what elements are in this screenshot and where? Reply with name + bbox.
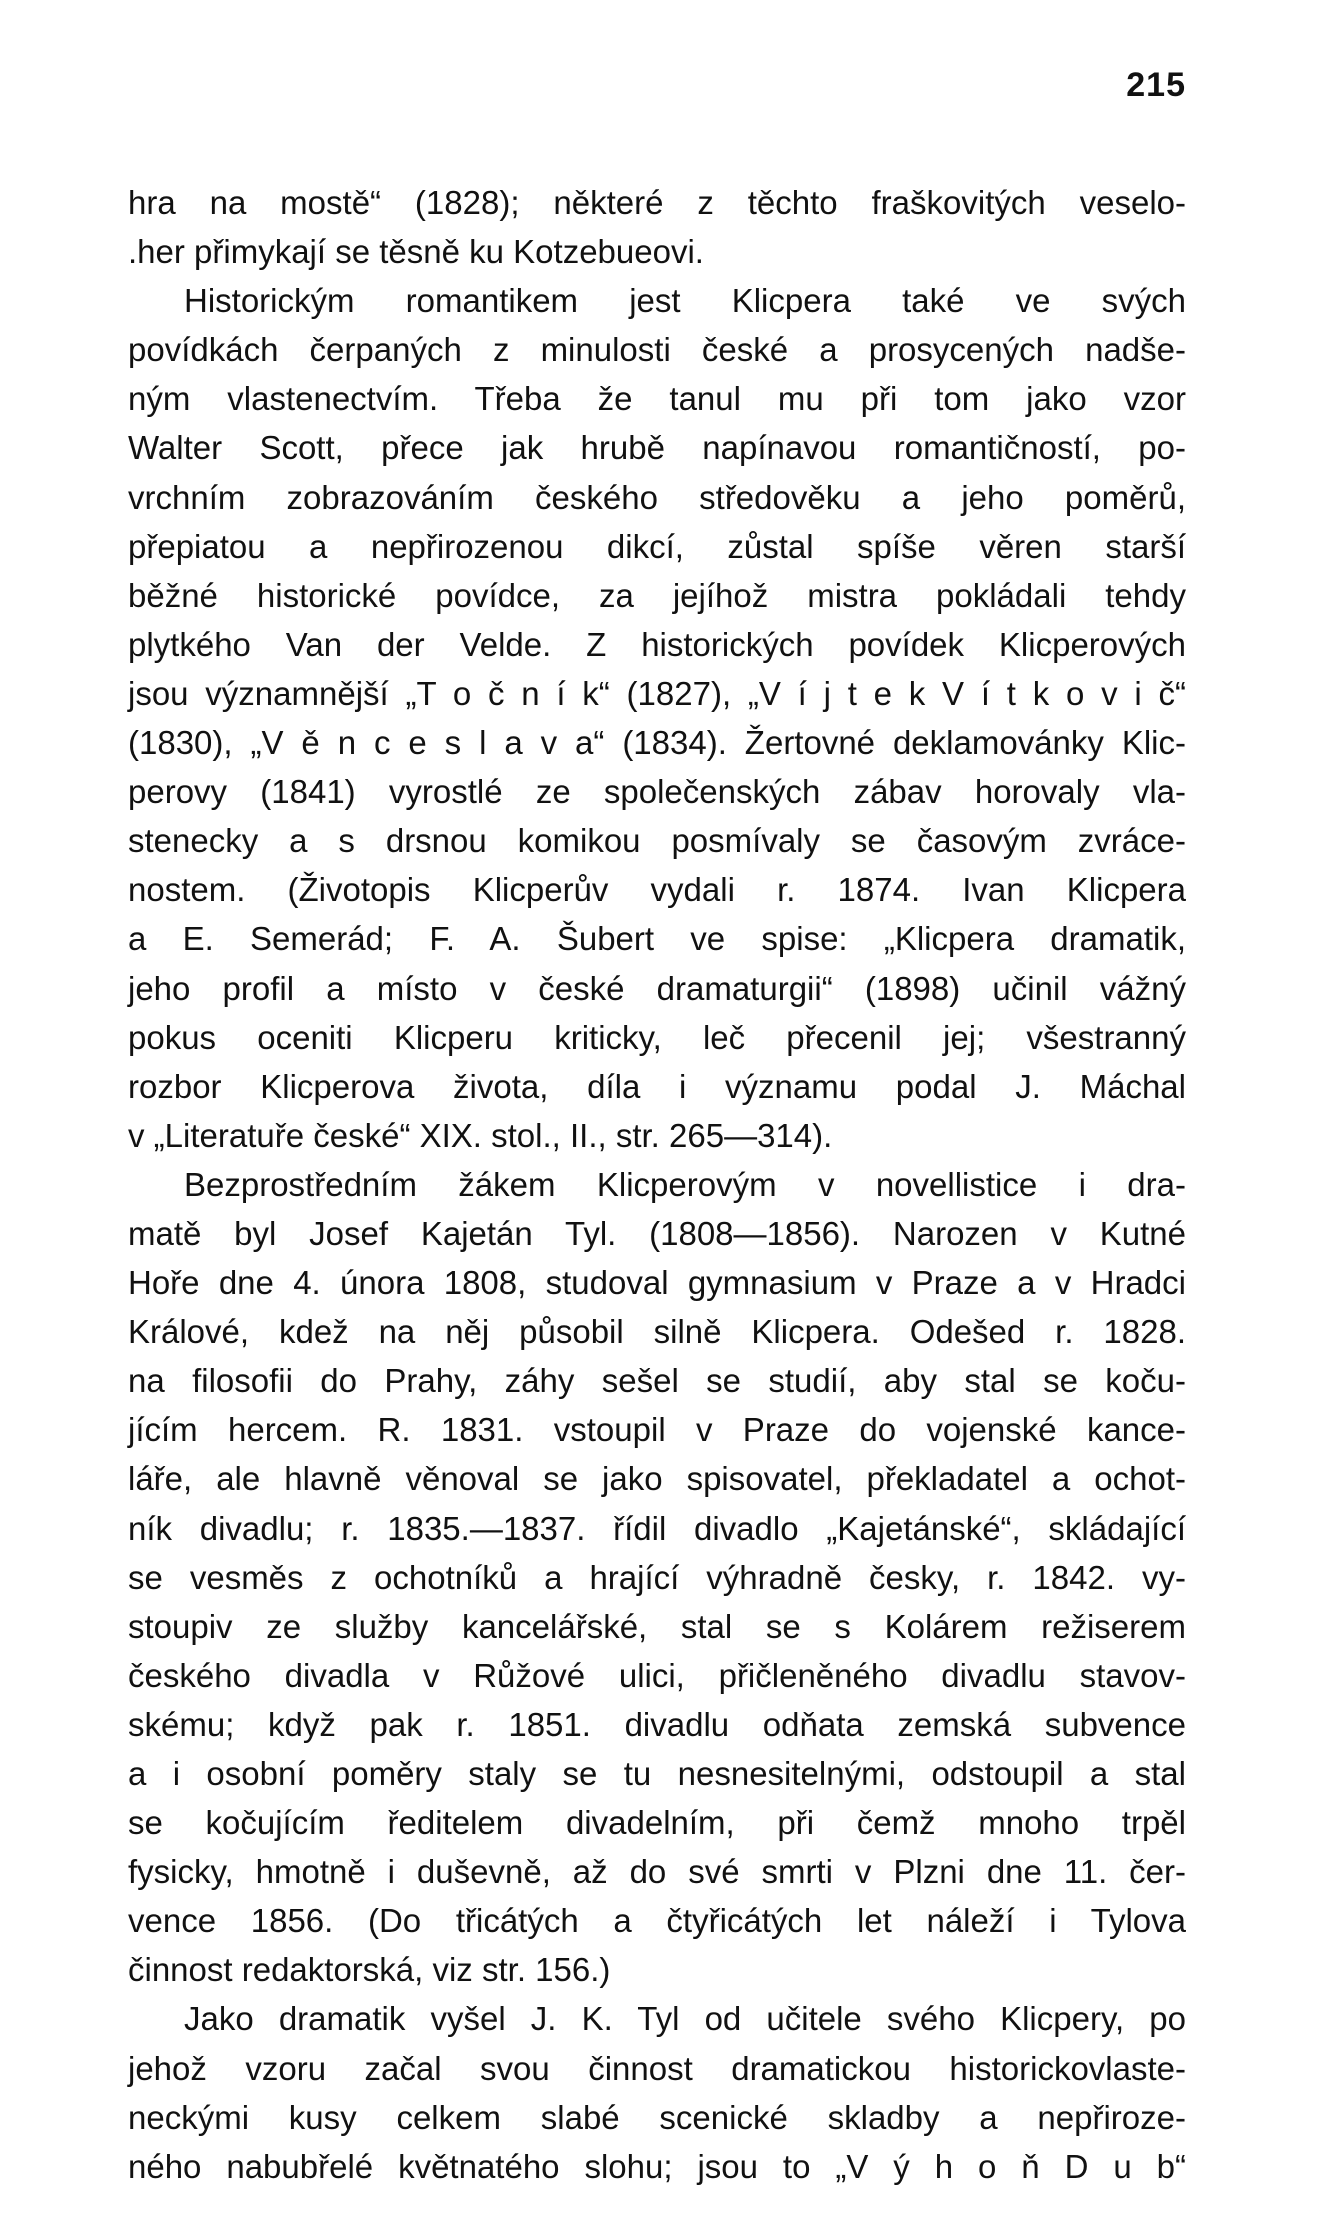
text-line: povídkách čerpaných z minulosti české a prosycených nadše- <box>128 331 1186 369</box>
text-line: Králové, kdež na něj působil silně Klicpera. Odešed r. 1828. <box>128 1313 1186 1351</box>
text-line: ným vlastenectvím. Třeba že tanul mu při tom jako vzor <box>128 380 1186 418</box>
text-line: přepiatou a nepřirozenou dikcí, zůstal spíše věren starší <box>128 527 1186 565</box>
text-line: .her přimykají se těsně ku Kotzebueovi. <box>128 233 704 271</box>
text-line: Walter Scott, přece jak hrubě napínavou romantičností, po- <box>128 429 1186 467</box>
text-line: jsou významnější „T o č n í k“ (1827), „V í j t e k V í t k o v i č“ <box>128 674 1186 712</box>
text-line: stoupiv ze služby kancelářské, stal se s Kolárem režiserem <box>128 1607 1186 1645</box>
text-line: v „Literatuře české“ XIX. stol., II., str. 265—314). <box>128 1116 833 1154</box>
text-line: Hoře dne 4. února 1808, studoval gymnasium v Praze a v Hradci <box>128 1264 1186 1302</box>
text-line: jeho profil a místo v české dramaturgii“ (1898) učinil vážný <box>128 969 1186 1007</box>
text-line: Bezprostředním žákem Klicperovým v novellistice i dra- <box>184 1165 1186 1203</box>
page-number: 215 <box>1126 66 1186 104</box>
text-line: Jako dramatik vyšel J. K. Tyl od učitele svého Klicpery, po <box>184 2000 1186 2038</box>
text-line: plytkého Van der Velde. Z historických povídek Klicperových <box>128 625 1186 663</box>
text-line: nostem. (Životopis Klicperův vydali r. 1874. Ivan Klicpera <box>128 871 1186 909</box>
text-line: běžné historické povídce, za jejíhož mistra pokládali tehdy <box>128 576 1186 614</box>
text-line: perovy (1841) vyrostlé ze společenských zábav horovaly vla- <box>128 773 1186 811</box>
text-line: ník divadlu; r. 1835.—1837. řídil divadlo „Kajetánské“, skládající <box>128 1509 1186 1547</box>
text-line: pokus oceniti Klicperu kriticky, leč přecenil jej; všestranný <box>128 1018 1186 1056</box>
text-line: láře, ale hlavně věnoval se jako spisovatel, překladatel a ochot- <box>128 1460 1186 1498</box>
text-line: ného nabubřelé květnatého slohu; jsou to „V ý h o ň D u b“ <box>128 2147 1186 2185</box>
text-line: a E. Semerád; F. A. Šubert ve spise: „Klicpera dramatik, <box>128 920 1186 958</box>
text-line: matě byl Josef Kajetán Tyl. (1808—1856). Narozen v Kutné <box>128 1214 1186 1252</box>
text-line: se vesměs z ochotníků a hrající výhradně česky, r. 1842. vy- <box>128 1558 1186 1596</box>
text-line: českého divadla v Růžové ulici, přičleněného divadlu stavov- <box>128 1656 1186 1694</box>
text-line: činnost redaktorská, viz str. 156.) <box>128 1951 611 1989</box>
text-line: (1830), „V ě n c e s l a v a“ (1834). Žertovné deklamovánky Klic- <box>128 724 1186 762</box>
text-line: se kočujícím ředitelem divadelním, při čemž mnoho trpěl <box>128 1804 1186 1842</box>
text-line: skému; když pak r. 1851. divadlu odňata zemská subvence <box>128 1705 1186 1743</box>
text-line: stenecky a s drsnou komikou posmívaly se časovým zvráce- <box>128 822 1186 860</box>
text-line: jehož vzoru začal svou činnost dramatickou historickovlaste- <box>128 2049 1186 2087</box>
text-line: vrchním zobrazováním českého středověku a jeho poměrů, <box>128 478 1186 516</box>
text-line: neckými kusy celkem slabé scenické skladby a nepřiroze- <box>128 2098 1186 2136</box>
text-line: jícím hercem. R. 1831. vstoupil v Praze do vojenské kance- <box>128 1411 1186 1449</box>
text-line: fysicky, hmotně i duševně, až do své smrti v Plzni dne 11. čer- <box>128 1853 1186 1891</box>
text-line: hra na mostě“ (1828); některé z těchto fraškovitých veselo- <box>128 184 1186 221</box>
text-line: a i osobní poměry staly se tu nesnesitelnými, odstoupil a stal <box>128 1755 1186 1792</box>
text-line: na filosofii do Prahy, záhy sešel se studií, aby stal se koču- <box>128 1362 1186 1400</box>
text-line: vence 1856. (Do třicátých a čtyřicátých let náleží i Tylova <box>128 1902 1186 1940</box>
text-line: Historickým romantikem jest Klicpera také ve svých <box>184 282 1186 320</box>
body-text <box>128 178 1186 2191</box>
text-line: rozbor Klicperova života, díla i významu podal J. Máchal <box>128 1067 1186 1105</box>
